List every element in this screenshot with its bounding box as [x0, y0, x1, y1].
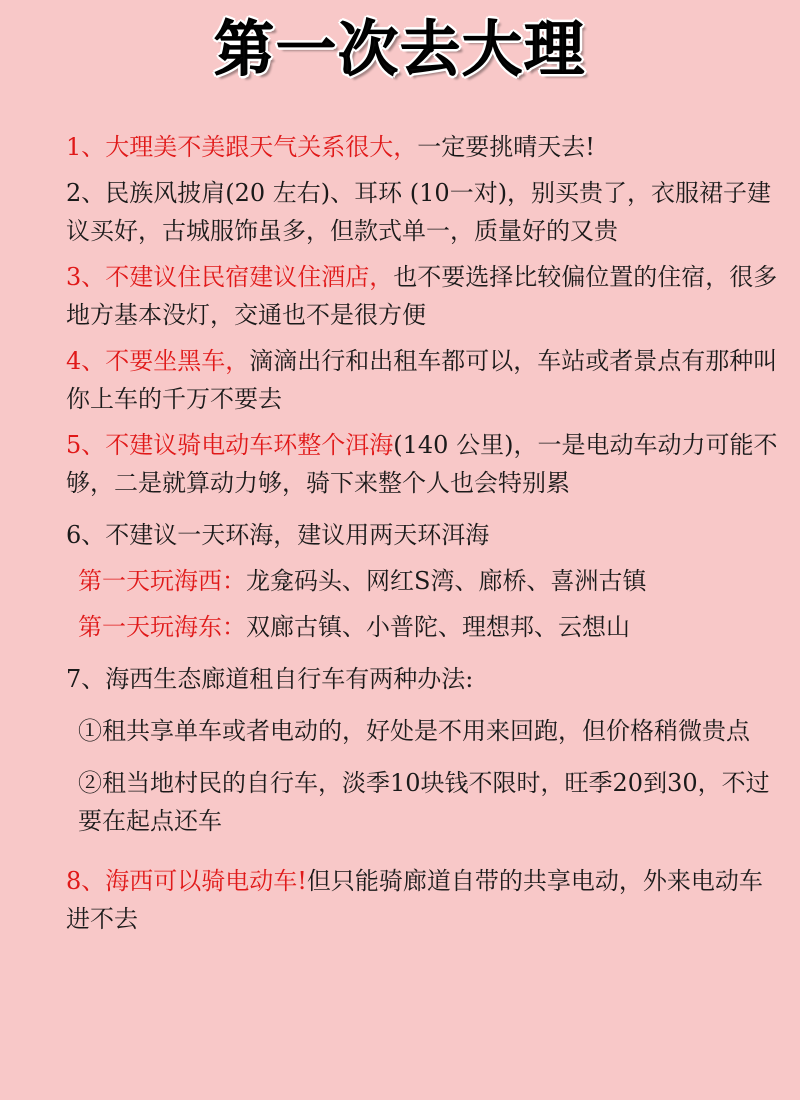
day-plan-west	[66, 562, 778, 600]
tip-5-text: (140 公里)，一是电动车动力可能不够，二是就算动力够，骑下来整个人也会特别累	[66, 431, 778, 497]
tip-5	[66, 426, 778, 502]
bike-option-2-text: ②租当地村民的自行车，淡季10块钱不限时，旺季20到30，不过要在起点还车	[78, 769, 770, 835]
tip-1-text: 一定要挑晴天去!	[417, 133, 595, 161]
tip-2	[66, 174, 778, 250]
tip-4-highlight: 4、不要坐黑车，	[66, 347, 250, 375]
tips-list	[66, 128, 778, 946]
tip-8-highlight: 8、海西可以骑电动车!	[66, 867, 307, 895]
tip-4	[66, 342, 778, 418]
tip-1-highlight: 1、大理美不美跟天气关系很大，	[66, 133, 418, 161]
tip-7	[66, 660, 778, 698]
day-plan-east	[66, 608, 778, 646]
tip-1	[66, 128, 778, 166]
day-plan-east-label: 第一天玩海东：	[78, 613, 246, 641]
tip-5-highlight: 5、不建议骑电动车环整个洱海	[66, 431, 394, 459]
day-plan-west-label: 第一天玩海西：	[78, 567, 246, 595]
day-plan-west-text: 龙龛码头、网红S湾、廊桥、喜洲古镇	[246, 567, 647, 595]
tip-4-text: 滴滴出行和出租车都可以，车站或者景点有那种叫你上车的千万不要去	[66, 347, 778, 413]
tip-8	[66, 862, 778, 938]
page-title: 第一次去大理	[214, 15, 586, 85]
tip-3	[66, 258, 778, 334]
bike-option-2	[66, 764, 778, 840]
tip-8-text: 但只能骑廊道自带的共享电动，外来电动车进不去	[66, 867, 763, 933]
tip-3-text: 也不要选择比较偏位置的住宿，很多地方基本没灯，交通也不是很方便	[66, 263, 778, 329]
day-plan-east-text: 双廊古镇、小普陀、理想邦、云想山	[246, 613, 630, 641]
bike-option-1-text: ①租共享单车或者电动的，好处是不用来回跑，但价格稍微贵点	[78, 717, 750, 745]
tip-6-text: 6、不建议一天环海，建议用两天环洱海	[66, 521, 490, 549]
tip-6	[66, 516, 778, 554]
bike-option-1	[66, 712, 778, 750]
tip-2-text: 2、民族风披肩(20 左右)、耳环 (10一对)，别买贵了，衣服裙子建议买好，古城服饰虽多，但款式单一，质量好的又贵	[66, 179, 772, 245]
tip-7-text: 7、海西生态廊道租自行车有两种办法:	[66, 665, 474, 693]
tip-3-highlight: 3、不建议住民宿建议住酒店，	[66, 263, 394, 291]
